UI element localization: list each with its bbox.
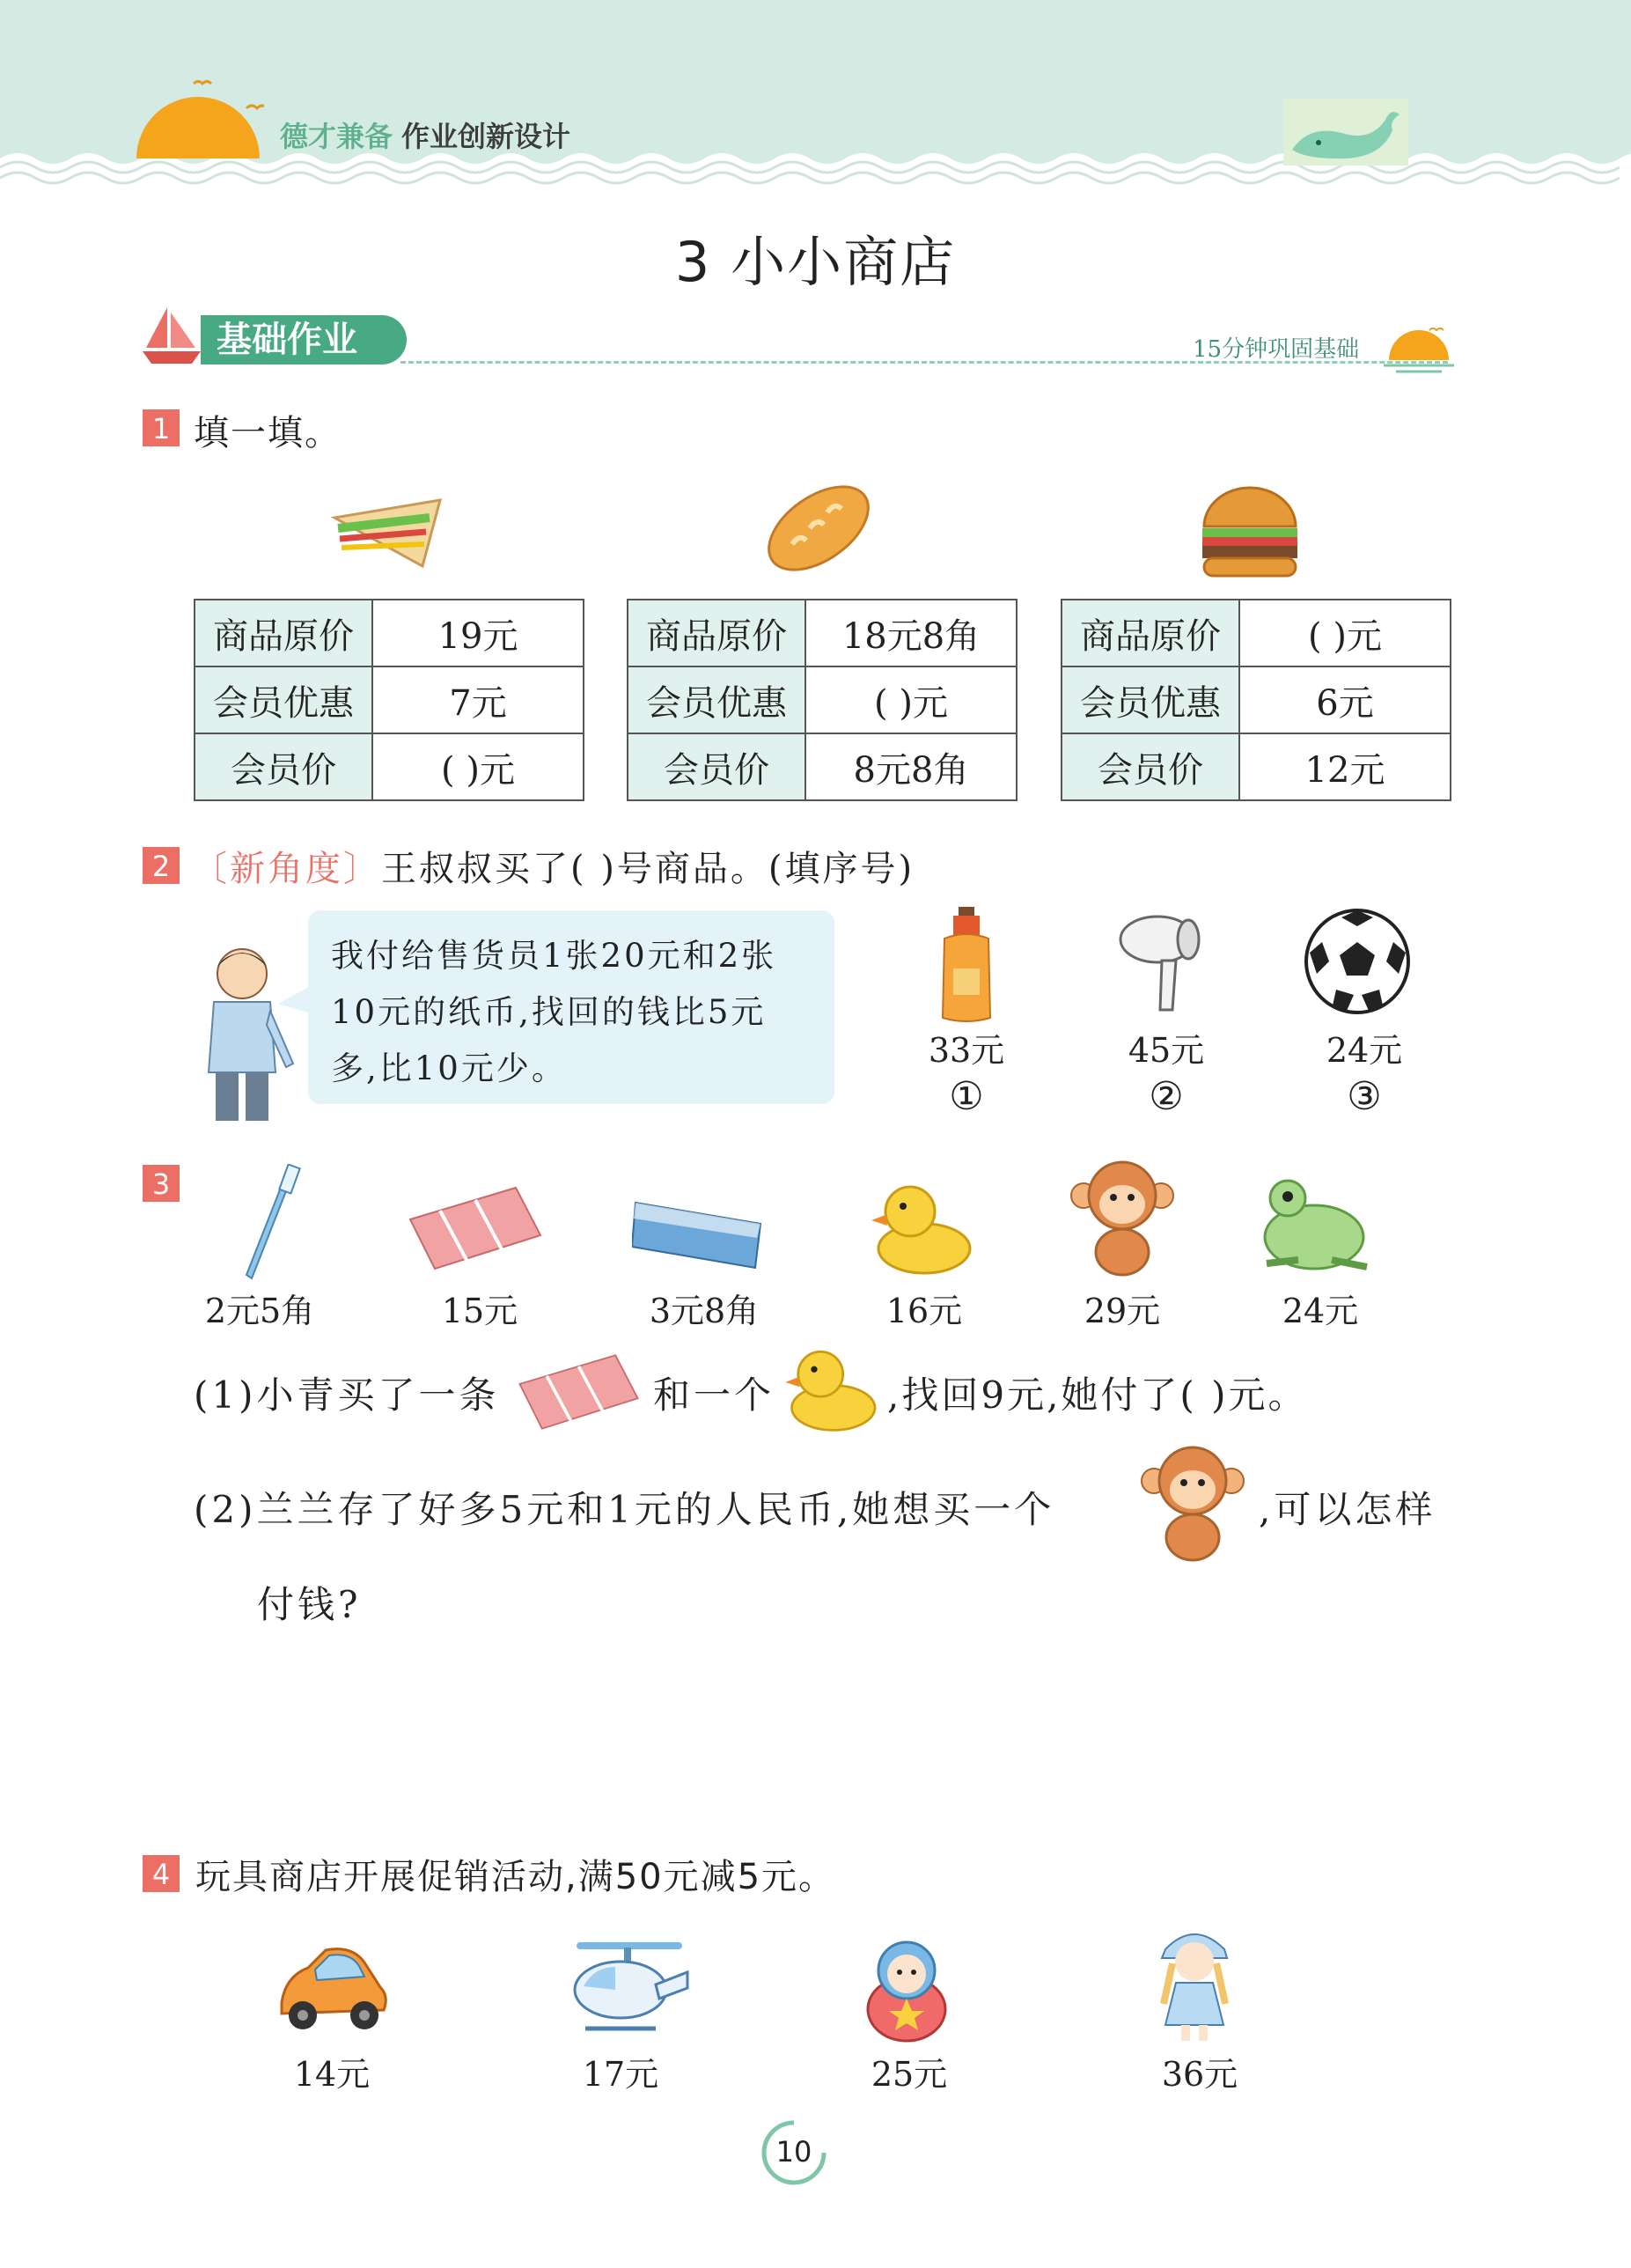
table-row <box>195 666 584 733</box>
brand-part1: 德才兼备 <box>280 120 393 153</box>
answer-blank[interactable]: ( )元 <box>372 733 584 800</box>
q1-number: 1 <box>143 409 180 446</box>
table-label: 商品原价 <box>1062 600 1239 666</box>
table-label: 商品原价 <box>628 600 805 666</box>
table-row <box>1062 666 1451 733</box>
q3-number: 3 <box>143 1165 180 1202</box>
item-price: 45元 <box>1128 1031 1205 1070</box>
item-price: 15元 <box>441 1292 518 1330</box>
answer-area[interactable] <box>255 1638 1452 1831</box>
bread-icon <box>757 468 880 583</box>
man-figure-icon <box>189 940 304 1125</box>
lotion-bottle-icon <box>936 907 997 1026</box>
q2-tag: 〔新角度〕 <box>192 849 381 889</box>
table-row <box>195 600 584 666</box>
item-price: 2元5角 <box>204 1292 315 1330</box>
table-value: 19元 <box>372 600 584 666</box>
frog-toy-icon <box>1254 1175 1373 1277</box>
table-label: 会员优惠 <box>628 666 805 733</box>
item-number: ② <box>1149 1074 1184 1119</box>
page-number: 10 <box>775 2135 812 2169</box>
item-price: 16元 <box>885 1292 963 1330</box>
toothbrush-icon <box>239 1164 301 1283</box>
table-label: 会员价 <box>628 733 805 800</box>
q2-prompt <box>192 841 915 891</box>
section-side-note: 15分钟巩固基础 <box>1193 336 1360 363</box>
table-value: 12元 <box>1239 733 1451 800</box>
table-label: 会员优惠 <box>1062 666 1239 733</box>
item-number: ③ <box>1347 1074 1382 1119</box>
bubble-tail <box>278 984 313 1020</box>
q3-sub1-mid: 和一个 <box>653 1373 775 1417</box>
page-title: 3 小小商店 <box>674 230 957 294</box>
table-label: 会员优惠 <box>195 666 372 733</box>
section-label: 基础作业 <box>201 315 407 364</box>
whale-icon <box>1283 99 1408 166</box>
rubber-duck-icon <box>871 1180 973 1277</box>
item-price: 24元 <box>1282 1292 1359 1330</box>
table-label: 商品原价 <box>195 600 372 666</box>
table-row <box>628 600 1017 666</box>
table-value: 18元8角 <box>805 600 1017 666</box>
q3-sub1-suffix: ,找回9元,她付了( )元。 <box>887 1373 1308 1417</box>
price-table-3 <box>1061 599 1451 801</box>
toy-helicopter-icon <box>559 1937 691 2038</box>
q3-sub2-suffix: ,可以怎样 <box>1259 1488 1436 1531</box>
q3-sub1-prefix: (1)小青买了一条 <box>194 1373 500 1417</box>
q4-text: 玩具商店开展促销活动,满50元减5元。 <box>195 1857 836 1897</box>
item-price: 25元 <box>871 2055 948 2094</box>
monkey-toy-icon <box>1140 1446 1245 1565</box>
bubble-line: 10元的纸币,找回的钱比5元 <box>331 993 767 1031</box>
brand-part2: 作业创新设计 <box>401 120 571 153</box>
item-price: 24元 <box>1326 1031 1403 1070</box>
table-row <box>1062 600 1451 666</box>
table-label: 会员价 <box>195 733 372 800</box>
item-price: 36元 <box>1161 2055 1238 2094</box>
tumbler-doll-icon <box>863 1937 951 2043</box>
towel-icon <box>405 1184 546 1272</box>
q1-text: 填一填。 <box>194 413 342 453</box>
table-value: 8元8角 <box>805 733 1017 800</box>
table-row <box>628 666 1017 733</box>
hair-dryer-icon <box>1118 911 1215 1017</box>
table-label: 会员价 <box>1062 733 1239 800</box>
answer-blank[interactable]: ( )元 <box>1239 600 1451 666</box>
brand-title <box>280 114 570 155</box>
q3-sub2-prefix: (2)兰兰存了好多5元和1元的人民币,她想买一个 <box>194 1488 1055 1531</box>
price-table-2 <box>627 599 1018 801</box>
sun-logo-icon <box>132 75 264 163</box>
item-price: 17元 <box>582 2055 659 2094</box>
burger-icon <box>1197 482 1303 584</box>
q2-text: 王叔叔买了( )号商品。(填序号) <box>381 849 915 889</box>
item-price: 29元 <box>1084 1292 1161 1330</box>
speech-bubble <box>308 910 834 1104</box>
table-row <box>1062 733 1451 800</box>
toothpaste-icon <box>632 1189 764 1272</box>
table-row <box>195 733 584 800</box>
item-number: ① <box>949 1074 984 1119</box>
q4-number: 4 <box>143 1855 180 1892</box>
q3-sub2-line2: 付钱? <box>257 1583 362 1626</box>
price-table-1 <box>194 599 584 801</box>
bubble-line: 多,比10元少。 <box>331 1049 567 1087</box>
bubble-line: 我付给售货员1张20元和2张 <box>331 937 777 975</box>
sailboat-icon <box>141 304 202 367</box>
item-price: 14元 <box>293 2055 371 2094</box>
soccer-ball-icon <box>1303 907 1413 1017</box>
answer-blank[interactable]: ( )元 <box>805 666 1017 733</box>
monkey-toy-icon <box>1069 1160 1175 1279</box>
towel-icon <box>515 1351 643 1432</box>
q2-number: 2 <box>143 847 180 884</box>
table-value: 7元 <box>372 666 584 733</box>
item-price: 3元8角 <box>649 1292 760 1330</box>
item-price: 33元 <box>928 1031 1005 1070</box>
sunset-icon <box>1384 321 1454 376</box>
table-row <box>628 733 1017 800</box>
toy-car-icon <box>273 1941 392 2034</box>
table-value: 6元 <box>1239 666 1451 733</box>
sandwich-icon <box>326 482 449 579</box>
doll-icon <box>1153 1919 1237 2044</box>
rubber-duck-icon <box>785 1345 878 1433</box>
